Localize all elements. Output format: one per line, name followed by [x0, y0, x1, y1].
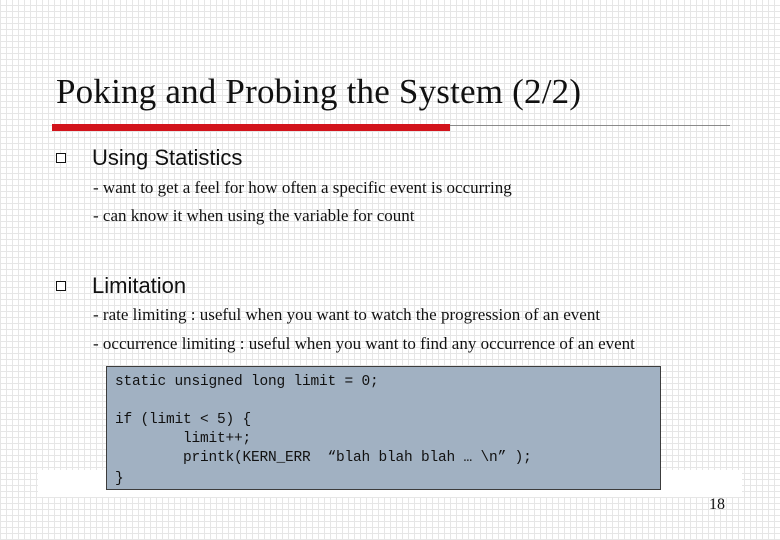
square-bullet-icon	[56, 153, 66, 163]
code-line-2: if (limit < 5) {	[115, 412, 252, 428]
limitation-line-1: - rate limiting : useful when you want to watch the progression of an event	[93, 305, 601, 324]
slide-title: Poking and Probing the System (2/2)	[56, 72, 582, 111]
title-accent-bar	[52, 124, 450, 131]
code-line-1: static unsigned long limit = 0;	[115, 374, 379, 390]
code-line-3: limit++;	[115, 431, 252, 447]
section-heading-limitation: Limitation	[92, 273, 187, 298]
limitation-line-2: - occurrence limiting : useful when you want to find any occurrence of an event	[93, 334, 635, 353]
title-divider-line	[450, 125, 730, 126]
statistics-line-1: - want to get a feel for how often a specific event is occurring	[93, 178, 512, 197]
page-number: 18	[709, 496, 725, 513]
square-bullet-icon	[56, 281, 66, 291]
code-line-4: printk(KERN_ERR “blah blah blah … \n” );	[115, 450, 532, 466]
section-heading-statistics: Using Statistics	[92, 145, 243, 170]
statistics-line-2: - can know it when using the variable for count	[93, 206, 415, 225]
code-block	[106, 366, 661, 490]
code-line-5: }	[115, 471, 124, 487]
